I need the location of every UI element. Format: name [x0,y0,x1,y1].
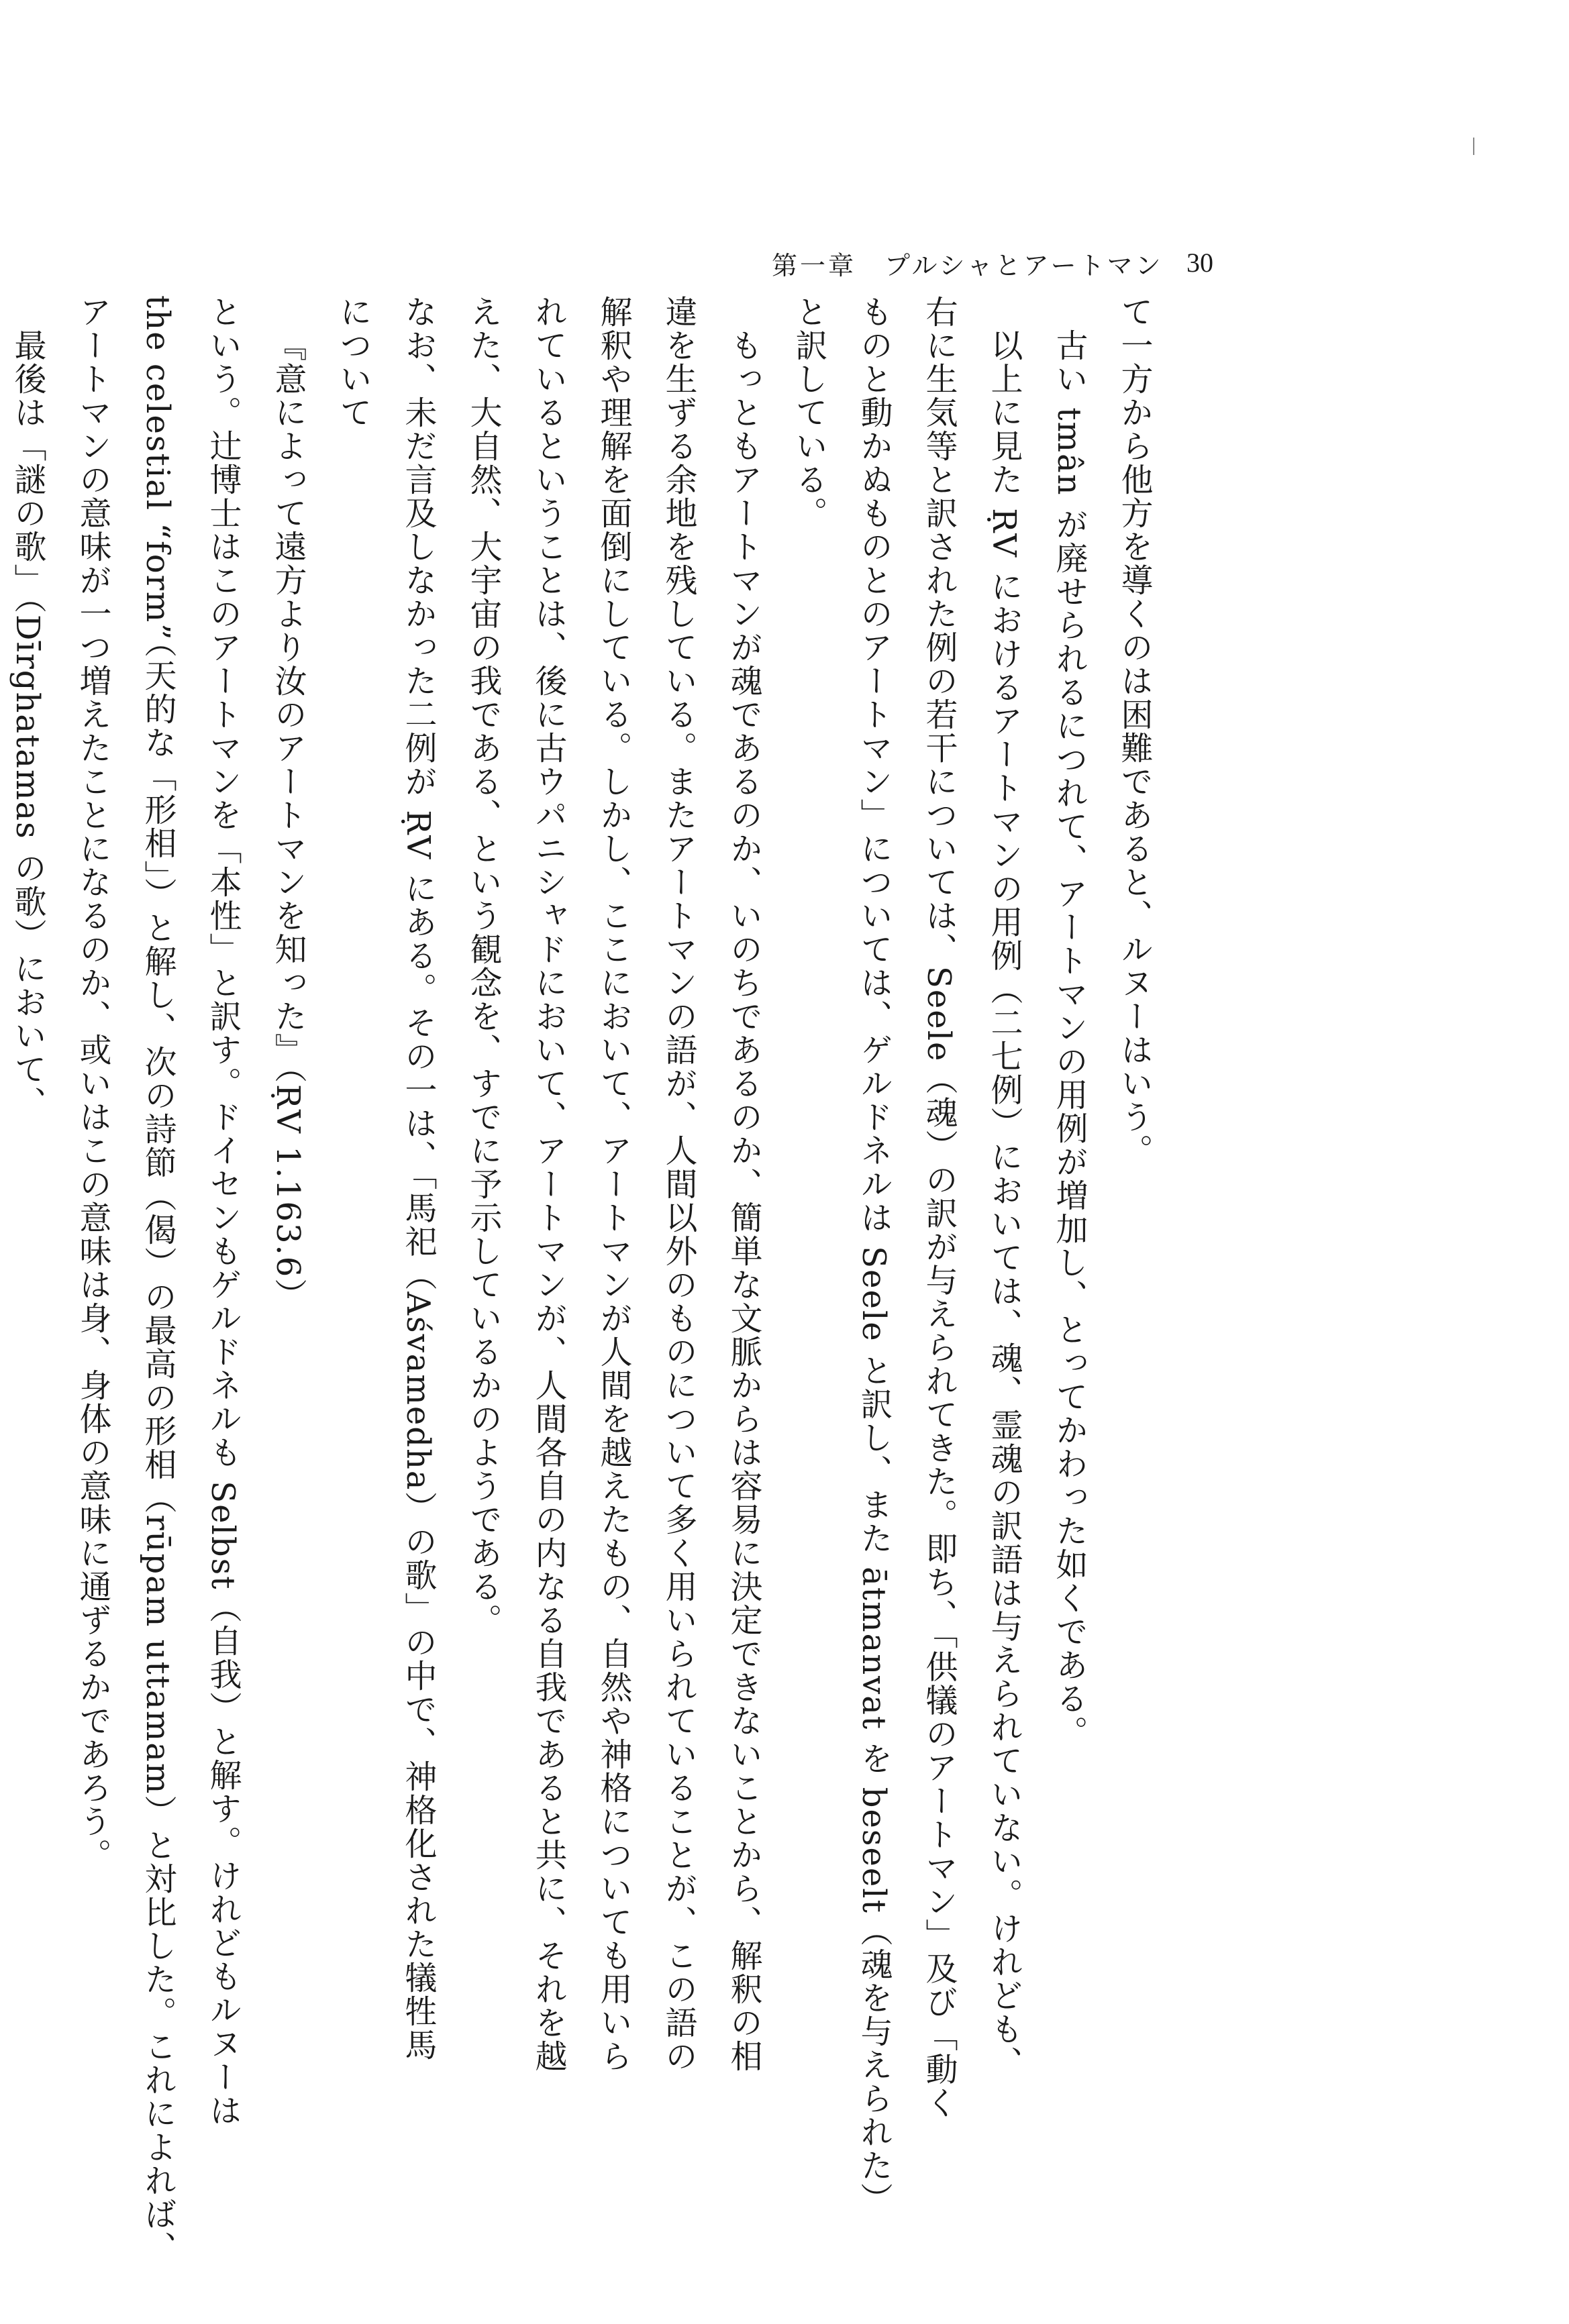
text-line: という。辻博士はこのアートマンを「本性」と訳す。ドイセンもゲルドネルも Selbst（自我）と解す。けれどもルヌーは [204,295,242,2127]
stray-mark [1473,138,1474,155]
text-line: 右に生気等と訳された例の若干については、Seele（魂）の訳が与えられてきた。即ち、「供犠のアートマン」及び「動く [920,295,958,2120]
text-line: えた、大自然、大宇宙の我である、という観念を、すでに予示しているかのようである。 [464,295,502,1637]
text-line: 以上に見た ṚV におけるアートマンの用例（二七例）においては、魂、霊魂の訳語は与えられていない。けれども、 [985,329,1023,2080]
text-line: the celestial “form”（天的な「形相」）と解し、次の詩節（偈）の最高の形相（rūpam uttamam）と対比した。これによれば、 [139,295,176,2265]
body-text [0,295,1166,2265]
text-line: 古い tmân が廃せられるにつれて、アートマンの用例が増加し、とってかわった如くである。 [1050,329,1088,1749]
text-line: 解釈や理解を面倒にしている。しかし、ここにおいて、アートマンが人間を越えたもの、自然や神格についても用いら [595,295,632,2073]
quotation-line: 『意によって遠方より汝のアートマンを知った』（ṚV 1.163.6） [269,329,307,1312]
text-line: 違を生ずる余地を残している。またアートマンの語が、人間以外のものについて多く用いられていることが、この語の [660,295,697,2073]
text-line: なお、未だ言及しなかった二例が ṚV にある。その一は、「馬祀（Aśvamedha）の歌」の中で、神格化された犠牲馬 [399,295,437,2062]
text-line: れているということは、後に古ウパニシャドにおいて、アートマンが、人間各自の内なる自我であると共に、それを越 [529,295,567,2073]
text-line: について [334,295,372,429]
text-line: アートマンの意味が一つ増えたことになるのか、或いはこの意味は身、身体の意味に通ずるかであろう。 [74,295,111,1872]
text-line: と訳している。 [790,295,827,530]
text-line: 最後は「謎の歌」（Dīrghatamas の歌）において、 [9,329,46,1120]
running-head: 第一章 プルシャとアートマン [772,251,1164,280]
text-line: て一方から他方を導くのは困難であると、ルヌーはいう。 [1115,295,1153,1167]
text-line: もっともアートマンが魂であるのか、いのちであるのか、簡単な文脈からは容易に決定できないことから、解釈の相 [725,329,762,2073]
page-number: 30 [1186,248,1213,278]
text-line: ものと動かぬものとのアートマン」については、ゲルドネルは Seele と訳し、また ātmanvat を beseelt（魂を与えられた） [855,295,893,2216]
